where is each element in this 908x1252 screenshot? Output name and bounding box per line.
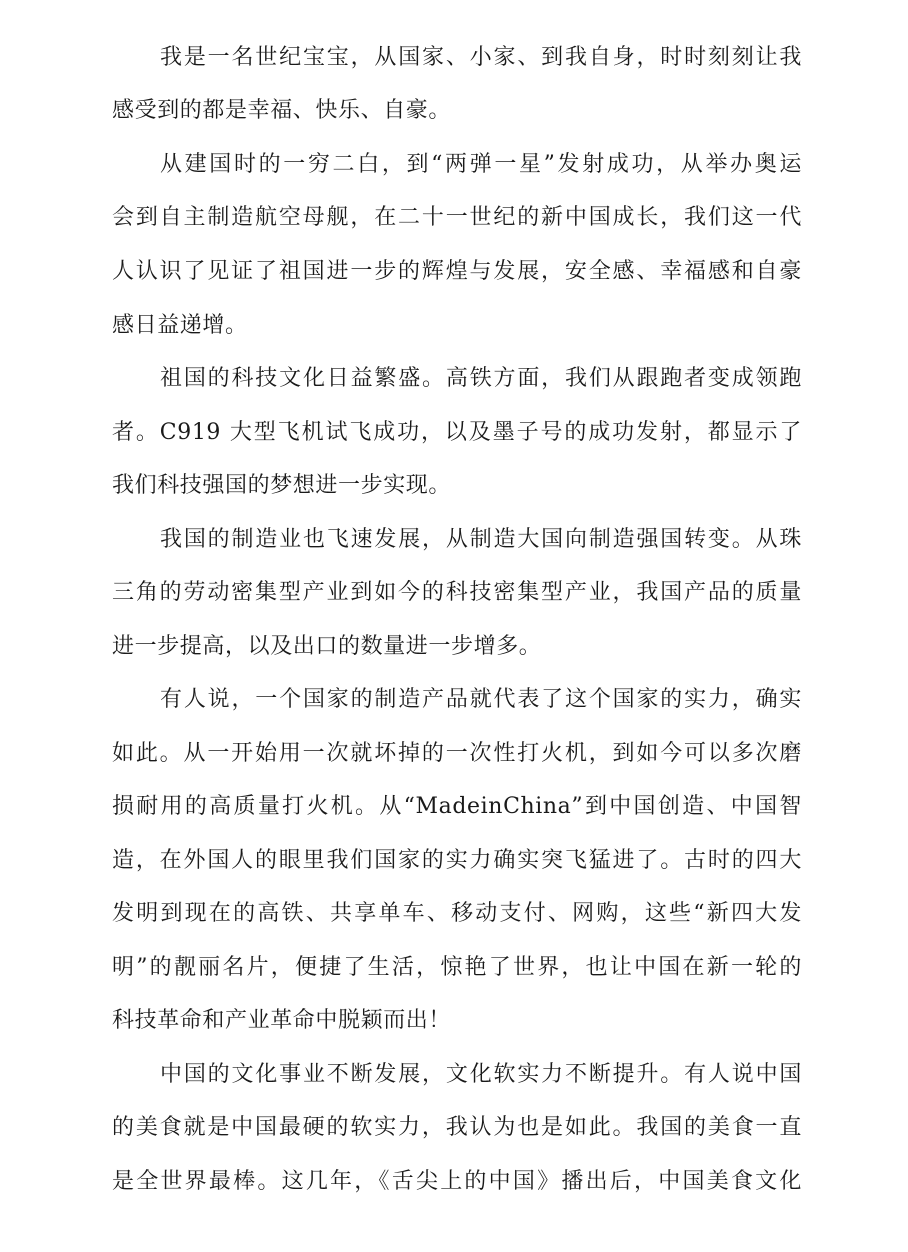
paragraph-line: 感日益递增。 bbox=[112, 313, 248, 338]
paragraph-line: 明”的靓丽名片，便捷了生活，惊艳了世界，也让中国在新一轮的 bbox=[112, 955, 802, 980]
paragraph-line: 三角的劳动密集型产业到如今的科技密集型产业，我国产品的质量 bbox=[112, 580, 802, 605]
paragraph-line: 如此。从一开始用一次就坏掉的一次性打火机，到如今可以多次磨 bbox=[112, 741, 802, 766]
paragraph-line: 损耐用的高质量打火机。从“MadeinChina”到中国创造、中国智 bbox=[112, 794, 802, 819]
paragraph-line: 进一步提高，以及出口的数量进一步增多。 bbox=[112, 634, 542, 659]
paragraph-line: 感受到的都是幸福、快乐、自豪。 bbox=[112, 98, 452, 123]
paragraph-line: 科技革命和产业革命中脱颖而出！ bbox=[112, 1008, 452, 1033]
paragraph-line: 的美食就是中国最硬的软实力，我认为也是如此。我国的美食一直 bbox=[112, 1115, 802, 1140]
paragraph-line: 造，在外国人的眼里我们国家的实力确实突飞猛进了。古时的四大 bbox=[112, 848, 802, 873]
paragraph-line: 祖国的科技文化日益繁盛。高铁方面，我们从跟跑者变成领跑 bbox=[160, 366, 802, 391]
paragraph-line: 是全世界最棒。这几年，《舌尖上的中国》播出后，中国美食文化 bbox=[112, 1169, 802, 1194]
paragraph-line: 我是一名世纪宝宝，从国家、小家、到我自身，时时刻刻让我 bbox=[160, 45, 802, 70]
paragraph-line: 从建国时的一穷二白，到“两弹一星”发射成功，从举办奥运 bbox=[160, 152, 802, 177]
paragraph-line: 我国的制造业也飞速发展，从制造大国向制造强国转变。从珠 bbox=[160, 527, 802, 552]
paragraph-line: 人认识了见证了祖国进一步的辉煌与发展，安全感、幸福感和自豪 bbox=[112, 259, 802, 284]
paragraph-line: 我们科技强国的梦想进一步实现。 bbox=[112, 473, 452, 498]
paragraph-line: 发明到现在的高铁、共享单车、移动支付、网购，这些“新四大发 bbox=[112, 901, 802, 926]
paragraph-line: 中国的文化事业不断发展，文化软实力不断提升。有人说中国 bbox=[160, 1062, 802, 1087]
paragraph-line: 者。C919 大型飞机试飞成功，以及墨子号的成功发射，都显示了 bbox=[112, 420, 802, 445]
paragraph-line: 会到自主制造航空母舰，在二十一世纪的新中国成长，我们这一代 bbox=[112, 205, 802, 230]
paragraph-line: 有人说，一个国家的制造产品就代表了这个国家的实力，确实 bbox=[160, 687, 802, 712]
